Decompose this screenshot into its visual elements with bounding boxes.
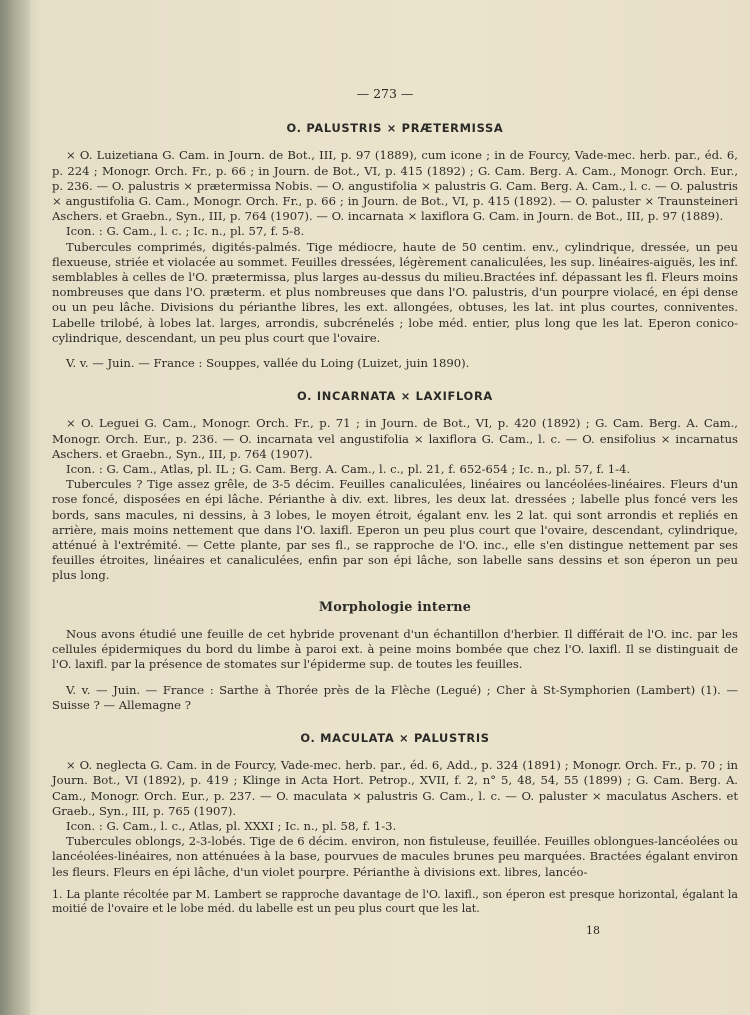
section-title-incarnata-laxiflora: O. INCARNATA × LAXIFLORA xyxy=(297,389,493,404)
page-body xyxy=(52,86,738,880)
description-paragraph: Tubercules oblongs, 2-3-lobés. Tige de 6 décim. environ, non fistuleuse, feuillée. Feuilles oblongues-lancéolées ou lancéolées-linéaires, non atténuées à la base, pourvues de macules brunes peu marquées. Bractées égalant environ les fleurs. Fleurs en épi lâche, d'un violet pourpre. Périanthe à divisions ext. libres, lancéo- xyxy=(52,834,738,879)
distribution-paragraph: V. v. — Juin. — France : Sarthe à Thorée près de la Flèche (Legué) ; Cher à St-Symphorien (Lambert) (1). — Suisse ? — Allemagne ? xyxy=(52,682,738,712)
icon-reference: Icon. : G. Cam., l. c., Atlas, pl. XXXI ; Ic. n., pl. 58, f. 1-3. xyxy=(66,818,397,833)
page-gutter-shadow xyxy=(0,0,30,1015)
page-number: — 273 — xyxy=(356,86,414,101)
distribution-paragraph: V. v. — Juin. — France : Souppes, vallée du Loing (Luizet, juin 1890). xyxy=(66,356,470,371)
synonymy-paragraph: × O. Leguei G. Cam., Monogr. Orch. Fr., p. 71 ; in Journ. de Bot., VI, p. 420 (1892) ; G. Cam. Berg. A. Cam., Monogr. Orch. Eur., p. 236. — O. incarnata vel angustifolia × laxiflora G. Cam., l. c. — O. ensifolius × incarnatus Aschers. et Graebn., Syn., III, p. 764 (1907). xyxy=(52,416,738,461)
description-paragraph: Tubercules ? Tige assez grêle, de 3-5 décim. Feuilles canaliculées, linéaires ou lancéolées-linéaires. Fleurs d'un rose foncé, disposées en épi lâche. Périanthe à div. ext. libres, les deux lat. dressées ; labelle plus foncé vers les bords, sans macules, ni dessins, à 3 lobes, le moyen étroit, égalant env. les 2 lat. qui sont arrondis et repliés en arrière, mais moins nettement que dans l'O. laxifl. Eperon un peu plus court que l'ovaire, descendant, cylindrique, atténué à l'extrémité. — Cette plante, par ses fl., se rapproche de l'O. inc., elle s'en distingue nettement par ses feuilles étroites, linéaires et canaliculées, enfin par son épi lâche, son labelle sans dessins et son éperon un peu plus long. xyxy=(52,477,738,583)
synonymy-paragraph: × O. neglecta G. Cam. in de Fourcy, Vade-mec. herb. par., éd. 6, Add., p. 324 (1891) ; Monogr. Orch. Fr., p. 70 ; in Journ. Bot., VI (1892), p. 419 ; Klinge in Acta Hort. Petrop., XVII, f. 2, n° 5, 48, 54, 55 (1899) ; G. Cam. Berg. A. Cam., Monogr. Orch. Eur., p. 237. — O. maculata × palustris G. Cam., l. c. — O. paluster × maculatus Aschers. et Graeb., Syn., III, p. 765 (1907). xyxy=(52,758,738,818)
section-title-maculata-palustris: O. MACULATA × PALUSTRIS xyxy=(300,730,490,745)
morphology-paragraph: Nous avons étudié une feuille de cet hybride provenant d'un échantillon d'herbier. Il différait de l'O. inc. par les cellules épidermiques du bord du limbe à paroi ext. à peine moins bombée que chez l'O. laxifl. Il se distinguait de l'O. laxifl. par la présence de stomates sur l'épiderme sup. de toutes les feuilles. xyxy=(52,626,738,672)
section-title-palustris-praetermissa: O. PALUSTRIS × PRÆTERMISSA xyxy=(286,121,504,136)
synonymy-paragraph: × O. Luizetiana G. Cam. in Journ. de Bot., III, p. 97 (1889), cum icone ; in de Fourcy, Vade-mec. herb. par., éd. 6, p. 224 ; Monogr. Orch. Fr., p. 66 ; in Journ. de Bot., VI, p. 415 (1892) ; G. Cam. Berg. A. Cam., Monogr. Orch. Eur., p. 236. — O. palustris × prætermissa Nobis. — O. angustifolia × palustris G. Cam. Berg. A. Cam., l. c. — O. palustris × angustifolia G. Cam., Monogr. Orch. Fr., p. 66 ; in Journ. de Bot., VI, p. 415 (1892). — O. paluster × Traunsteineri Aschers. et Graebn., Syn., III, p. 764 (1907). — O. incarnata × laxiflora G. Cam. in Journ. de Bot., III, p. 97 (1889). xyxy=(52,148,738,224)
description-paragraph: Tubercules comprimés, digités-palmés. Tige médiocre, haute de 50 centim. env., cylindrique, dressée, un peu flexueuse, striée et violacée au sommet. Feuilles dressées, légèrement canaliculées, les sup. linéaires-aiguës, les inf. semblables à celles de l'O. prætermissa, plus larges au-dessus du milieu.Bractées inf. dépassant les fl. Fleurs moins nombreuses que dans l'O. præterm. et plus nombreuses que dans l'O. palustris, d'un pourpre violacé, en épi dense ou un peu lâche. Divisions du périanthe libres, les ext. allongées, obtuses, les lat. int plus courtes, conniventes. Labelle trilobé, à lobes lat. larges, arrondis, subcrénelés ; lobe méd. entier, plus long que les lat. Eperon conico-cylindrique, descendant, un peu plus court que l'ovaire. xyxy=(52,239,738,345)
icon-reference: Icon. : G. Cam., Atlas, pl. IL ; G. Cam. Berg. A. Cam., l. c., pl. 21, f. 652-654 ; Ic. n., pl. 57, f. 1-4. xyxy=(66,462,631,477)
section-title-morphologie-interne: Morphologie interne xyxy=(318,599,472,615)
footnote: 1. La plante récoltée par M. Lambert se rapproche davantage de l'O. laxifl., son éperon est presque horizontal, égalant la moitié de l'ovaire et le lobe méd. du labelle est un peu plus court que les lat. xyxy=(52,888,738,915)
icon-reference: Icon. : G. Cam., l. c. ; Ic. n., pl. 57, f. 5-8. xyxy=(66,224,305,239)
sheet-number: 18 xyxy=(586,924,600,937)
